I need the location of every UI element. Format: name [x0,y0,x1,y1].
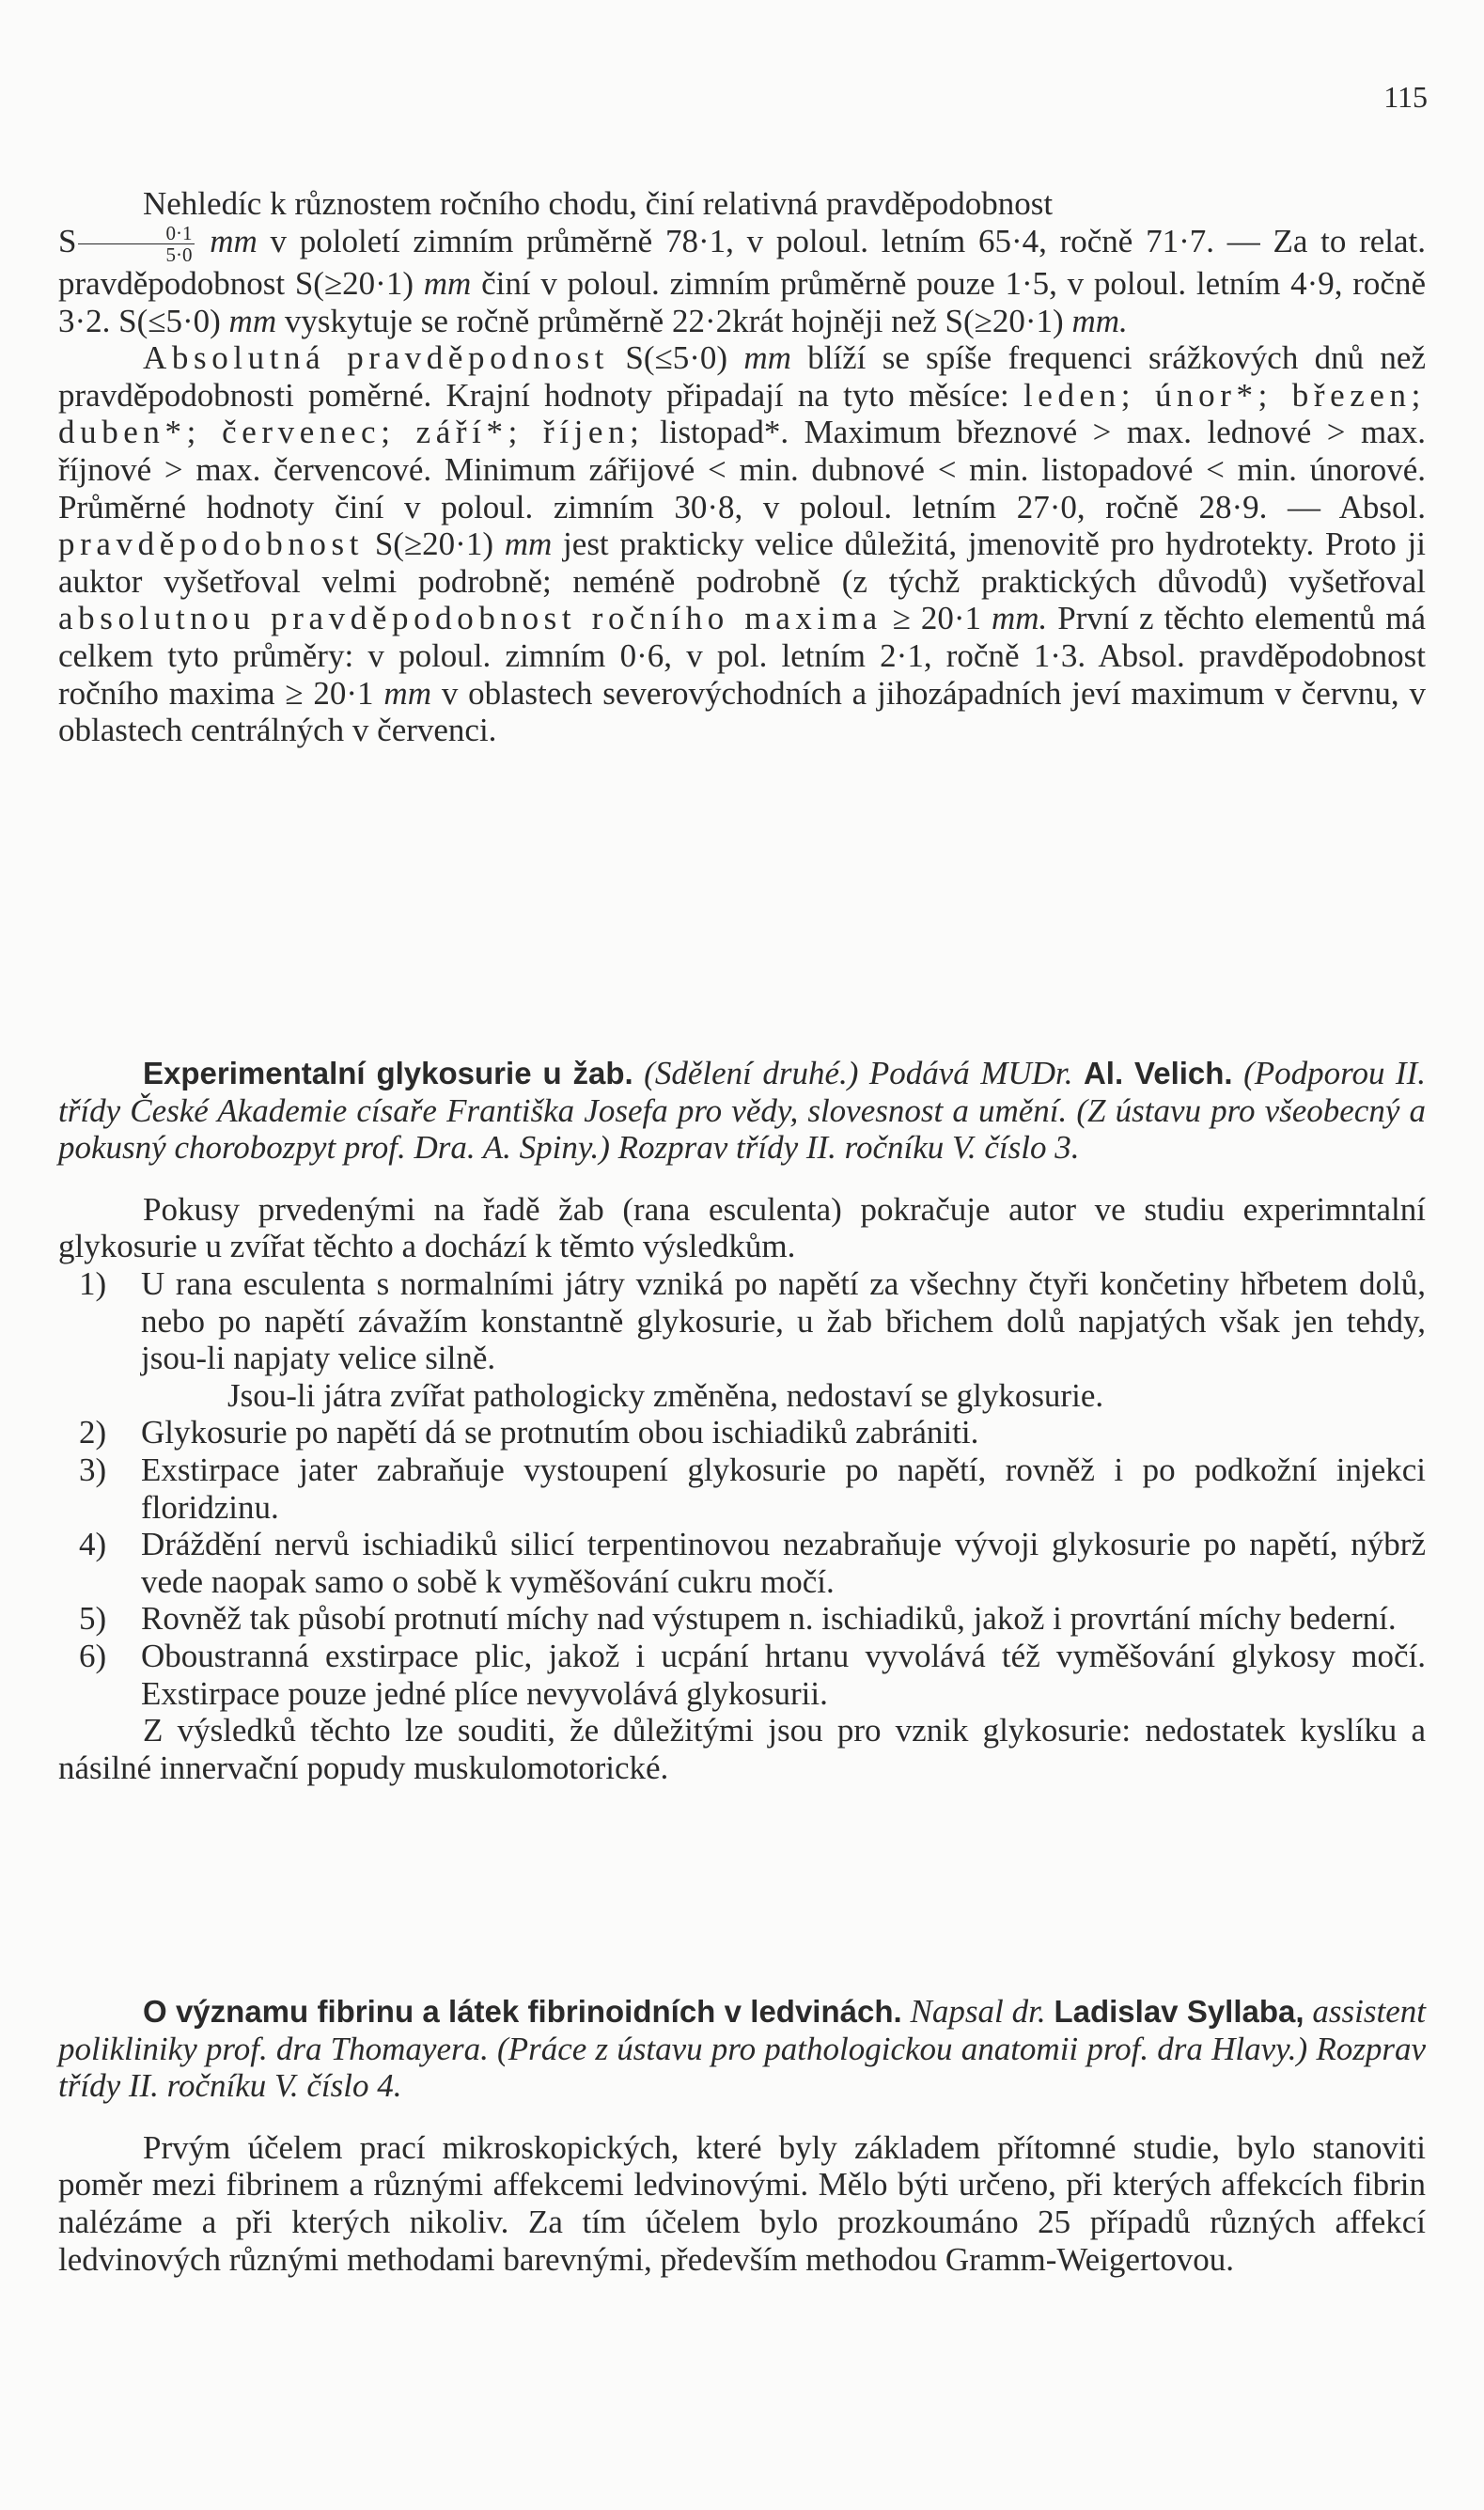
unit-mm: mm [210,222,258,259]
text-run: listopad*. Maximum březnové > max. lednové > max. říjnové > max. červencové. Minimum zářijové < min. dubnové < min. listopadové < min. únorové. Průměrné hodnoty činí v poloul. zimním 30·8, v poloul. letním 27·0, ročně 28·9. — Absol. [58,414,1427,526]
list-item [58,1451,1426,1526]
spaced-text: pravděpodobnost [58,526,365,563]
paragraph-conclusion: Z výsledků těchto lze souditi, že důležitými jsou pro vznik glykosurie: nedostatek kyslíku a násilné innervační popudy muskulomotorické. [58,1712,1426,1786]
text-run: v pololetí zimním průměrně 78·1, v poloul. letním 65·4, ročně 71·7. — Za to relat. pravděpodobnost S(≥20·1) [58,222,1426,303]
text-run: činí v poloul. zimním průměrně pouze 1·5, v poloul. letním 4·9, ročně 3·2. S(≤5·0) [58,265,1426,339]
text-run: blíží se spíše frequenci srážkových dnů než pravděpodobnosti poměrné. Krajní hodnoty připadají na tyto měsíce: [58,339,1427,414]
list-item [58,1414,1426,1451]
unit-mm: mm. [992,600,1048,637]
list-item [58,1526,1426,1600]
article-source: assistent polikliniky prof. dra Thomayera. (Práce z ústavu pro pathologickou anatomii prof. dra Hlavy.) Rozprav třídy II. ročníku V. číslo 4. [58,1993,1427,2105]
list-text: Dráždění nervů ischiadiků silicí terpentinovou nezabraňuje vývoji glykosurie po napětí, nýbrž vede naopak samo o sobě k vyměšování cukru močí. [141,1526,1426,1600]
paragraph-absolute-probability [58,339,1426,749]
list-number: 3) [79,1451,107,1488]
unit-mm: mm [423,265,472,303]
page-number: 115 [1383,80,1428,114]
paragraph-intro: Pokusy prvedenými na řadě žab (rana esculenta) pokračuje autor ve studiu experimntalní glykosurie u zvířat těchto a dochází k těmto výsledkům. [58,1190,1426,1265]
unit-mm: mm [504,526,553,563]
paragraph-relative-probability [58,185,1426,339]
list-number: 5) [79,1600,107,1638]
text-run: S(≤5·0) [609,339,744,377]
article-source: Napsal dr. [901,1993,1054,2030]
text-run: S [58,222,77,259]
section-fibrin [58,1993,1426,2278]
section-glykosurie [58,1055,1426,1786]
article-author: Al. Velich. [1083,1056,1233,1090]
list-number: 2) [79,1414,107,1451]
text-run: jest prakticky velice důležitá, jmenovitě pro hydrotekty. Proto ji auktor vyšetřoval velmi podrobně; neméně podrobně (z týchž praktických důvodů) vyšetřoval [58,526,1426,600]
list-text: Oboustranná exstirpace plic, jakož i ucpání hrtanu vyvolává též vyměšování glykosy močí. Exstirpace pouze jedné plíce nevyvolává glykosurii. [141,1637,1426,1712]
unit-mm: mm [228,302,277,339]
text-run: v oblastech severovýchodních a jihozápadních jeví maximum v červnu, v oblastech centrálných v červenci. [58,674,1427,749]
list-text: Glykosurie po napětí dá se protnutím obou ischiadiků zabrániti. [141,1414,979,1451]
article-heading [58,1055,1426,1167]
list-item [58,1377,1426,1415]
section-probability [58,185,1426,749]
text-run: S(≥20·1) [364,526,505,563]
article-heading [58,1993,1426,2105]
spaced-text: leden; únor*; březen; duben*; červenec; září*; říjen; [58,376,1426,451]
spaced-text: absolutnou pravděpodobnost ročního maxima [58,600,883,637]
results-list [58,1265,1426,1712]
list-text: Rovněž tak působí protnutí míchy nad výstupem n. ischiadiků, jakož i provrtání míchy bederní. [141,1600,1397,1638]
unit-mm: mm. [1071,302,1128,339]
list-item [58,1265,1426,1377]
list-number: 6) [79,1637,107,1674]
list-text: Jsou-li játra zvířat pathologicky změněna, nedostaví se glykosurie. [227,1376,1104,1414]
text-run: vyskytuje se ročně průměrně 22·2krát hojněji než S(≥20·1) [276,302,1072,339]
list-item [58,1638,1426,1712]
paragraph-body: Prvým účelem prací mikroskopických, které byly základem přítomné studie, bylo stanoviti poměr mezi fibrinem a různými affekcemi ledvinovými. Mělo býti určeno, při kterých affekcích fibrin nalézáme a při kterých nikoliv. Za tím účelem bylo prozkoumáno 25 případů různých affekcí ledvinových různými methodami barevnými, především methodou Gramm-Weigertovou. [58,2128,1426,2278]
unit-mm: mm [743,339,791,377]
spaced-text: Absolutná pravděpodnost [143,339,610,377]
fraction-numerator: 0·1 [78,223,195,244]
text-run: První z těchto elementů má celkem tyto průměry: v poloul. zimním 0·6, v pol. letním 2·1, ročně 1·3. Absol. pravděpodobnost ročního maxima ≥ 20·1 [58,600,1426,712]
text-run: ≥ 20·1 [882,600,992,637]
fraction [78,223,195,265]
text-run: Nehledíc k různostem ročního chodu, činí relativná pravděpodobnost [143,185,1054,222]
article-title: Experimentalní glykosurie u žab. [143,1056,633,1090]
fraction-denominator: 5·0 [165,243,193,267]
article-author: Ladislav Syllaba, [1054,1994,1304,2029]
list-number: 4) [79,1526,107,1563]
unit-mm: mm [383,674,431,712]
list-text: U rana esculenta s normalními játry vzniká po napětí za všechny čtyři končetiny hřbetem dolů, nebo po napětí závažím konstantně glykosurie, u žab břichem dolů napjatých však jen tehdy, jsou-li napjaty velice silně. [141,1264,1426,1377]
article-source: (Podporou II. třídy České Akademie císaře Františka Josefa pro vědy, slovesnost a umění. (Z ústavu pro všeobecný a pokusný chorobozpyt prof. Dra. A. Spiny.) Rozprav třídy II. ročníku V. číslo 3. [58,1055,1426,1167]
article-source: (Sdělení druhé.) Podává MUDr. [633,1055,1084,1091]
list-text: Exstirpace jater zabraňuje vystoupení glykosurie po napětí, rovněž i po podkožní injekci floridzinu. [141,1451,1426,1526]
list-item [58,1600,1426,1638]
list-number: 1) [79,1264,107,1302]
article-title: O významu fibrinu a látek fibrinoidních v ledvinách. [143,1994,902,2029]
